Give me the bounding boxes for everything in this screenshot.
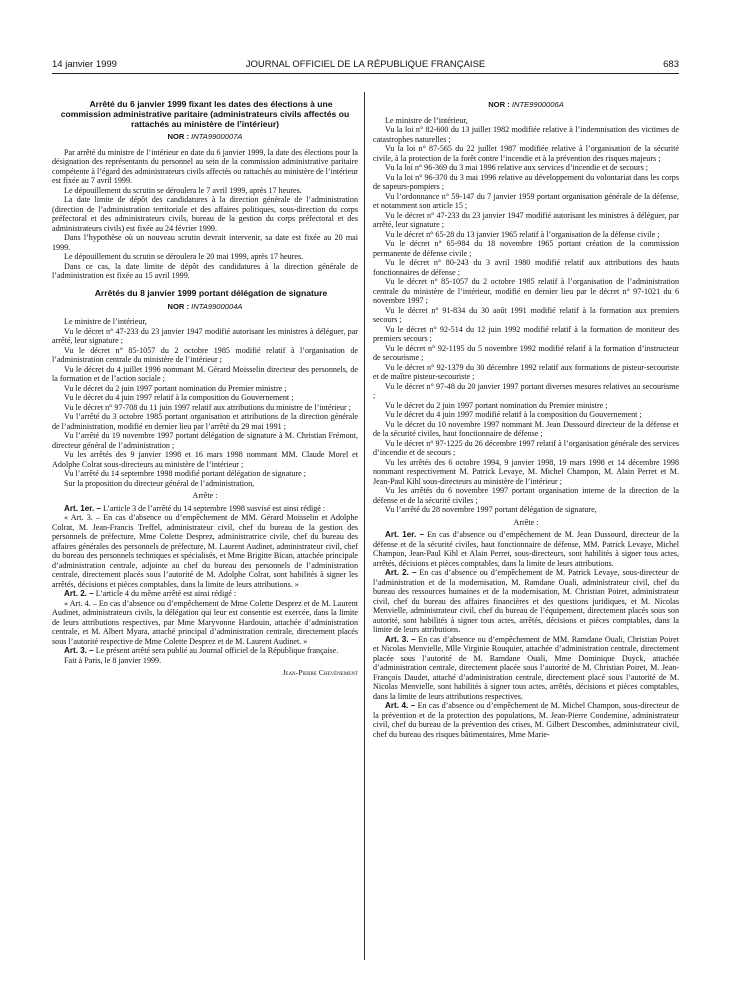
article-1-quote: « Art. 3. – En cas d’absence ou d’empêchement de MM. Gérard Moisselin et Adolphe Colrat, M. Jean-Francis Treffel, administrateur civil, chef du bureau de la gestion des personnels de préfecture, Mme Colette Desprez, administratrice civile, chef du bureau des affaires générales des personnels de préfecture, M. Laurent Audinet, administrateur civil, chef du bureau des personnels techniques et spécialisés, et Mme Brigitte Bican, attachée principale d’administration centrale, adjointe au chef du bureau des personnels de l’administration centrale, directement placés sous l’autorité de M. Adolphe Colrat, sont habilités à signer les arrêtés, décisions et pièces comptables, dans la limite de leurs attributions. » xyxy=(52,513,358,589)
paragraph: Vu le décret du 4 juin 1997 modifié relatif à la composition du Gouvernement ; xyxy=(385,410,642,419)
paragraph: Le ministre de l’intérieur, xyxy=(64,317,147,327)
paragraph: Vu le décret du 2 juin 1997 portant nomination du Premier ministre ; xyxy=(64,383,287,393)
article-label: Art. 2. – xyxy=(64,589,94,599)
article-label: Art. 1er. – xyxy=(64,503,101,513)
paragraph: Vu le décret n° 80-243 du 3 avril 1980 modifié relatif aux attributions des hauts fonctionnaires de défense ; xyxy=(373,258,679,277)
nor-code: INTA9900004A xyxy=(191,301,243,311)
article-text: En cas d’absence ou d’empêchement de MM. Ramdane Ouali, Christian Poiret et Nicolas Menvielle, Mlle Virginie Rouquier, attachée d’administration centrale, directement placée sous l’autorité de M. Ramdane Ouali, Mme Dominique Duyck, attachée d’administration centrale, directement placée sous l’autorité de M. Christian Poiret, M. Jean-François Daudet, attaché d’administration centrale, directement placé sous l’autorité de M. Nicolas Menvielle, sont habilités à signer tous actes, arrêtés, décisions et pièces comptables, dans la limite de leurs attributions respectives. xyxy=(373,634,679,701)
column-separator xyxy=(364,92,365,960)
paragraph: Le dépouillement du scrutin se déroulera le 20 mai 1999, après 17 heures. xyxy=(64,252,304,262)
paragraph: Vu la loi n° 96-369 du 3 mai 1996 relative aux services d’incendie et de secours ; xyxy=(385,163,649,172)
paragraph: Vu le décret n° 97-708 du 11 juin 1997 relatif aux attributions du ministre de l’intérieur ; xyxy=(64,402,352,412)
nor-code: INTE9900006A xyxy=(511,100,564,109)
paragraph: La date limite de dépôt des candidatures à la direction générale de l’administration (direction de l’administration territoriale et des affaires politiques, sous-direction du corps préfectoral et des administrateurs civils, bureau de la gestion du corps préfectoral et des administrateurs civils) est fixée au 24 février 1999. xyxy=(52,195,358,233)
paragraph: Vu l’arrêté du 28 novembre 1997 portant délégation de signature, xyxy=(385,505,597,514)
article-text: En cas d’absence ou d’empêchement de M. Jean Dussourd, directeur de la défense et de la sécurité civiles, haut fonctionnaire de défense, MM. Patrick Levaye, Michel Champon, Jean-Paul Kihl et Alain Perret, sous-directeurs, sont habilités à signer tous actes, arrêtés, décisions et pièces comptables, dans la limite de leurs attributions. xyxy=(373,530,679,568)
paragraph: Vu la loi n° 82-600 du 13 juillet 1982 modifiée relative à l’indemnisation des victimes de catastrophes naturelles ; xyxy=(373,125,679,144)
article-text: En cas d’absence ou d’empêchement de M. Patrick Levaye, sous-directeur de l’administration et de la modernisation, M. Ramdane Ouali, administrateur civil, chef du bureau des ressources humaines et de la modernisation, M. Christian Poiret, administrateur civil, chef du bureau des affaires financières et des questions juridiques, et M. Nicolas Menvielle, administrateur civil, chef du bureau de l’équipement, directement placés sous son autorité, sont habilités à signer tous actes, arrêtés, décisions et pièces comptables, dans la limite de leurs attributions. xyxy=(373,568,679,634)
article-4 xyxy=(373,701,679,739)
arrete-heading: Arrête : xyxy=(192,491,218,501)
article-2 xyxy=(373,568,679,635)
article-1 xyxy=(52,504,358,514)
decree-3-nor xyxy=(373,100,679,110)
article-3 xyxy=(52,646,358,656)
paragraph: Dans ce cas, la date limite de dépôt des candidatures à la direction générale de l’administration est fixée au 15 avril 1999. xyxy=(52,261,358,281)
paragraph: Vu la loi n° 87-565 du 22 juillet 1987 modifiée relative à l’organisation de la sécurité civile, à la protection de la forêt contre l’incendie et à la prévention des risques majeurs ; xyxy=(373,144,679,163)
paragraph: Vu le décret n° 92-1195 du 5 novembre 1992 modifié relatif à la formation d’instructeur de secourisme ; xyxy=(373,343,679,362)
paragraph: Par arrêté du ministre de l’intérieur en date du 6 janvier 1999, la date des élections pour la désignation des représentants du personnel au sein de la commission administrative paritaire compétente à l’égard des administrateurs civils affectés ou rattachés au ministère de l’intérieur est fixée au 7 avril 1999. xyxy=(52,147,358,186)
done-at: Fait à Paris, le 8 janvier 1999. xyxy=(64,655,162,665)
paragraph: Vu l’ordonnance n° 59-147 du 7 janvier 1959 portant organisation générale de la défense, et notamment son article 15 ; xyxy=(373,191,679,210)
article-label: Art. 1er. – xyxy=(385,530,425,539)
paragraph: Vu le décret n° 91-834 du 30 août 1991 modifié relatif à la formation aux premiers secours ; xyxy=(373,305,679,324)
paragraph: Le dépouillement du scrutin se déroulera le 7 avril 1999, après 17 heures. xyxy=(64,185,302,195)
nor-label: NOR : xyxy=(167,132,189,142)
article-label: Art. 2. – xyxy=(385,568,417,577)
paragraph: Vu les arrêtés du 6 novembre 1997 portant organisation interne de la direction de la défense et de la sécurité civiles ; xyxy=(373,486,679,505)
paragraph: Vu les arrêtés des 9 janvier 1998 et 16 mars 1998 nommant MM. Claude Morel et Adolphe Colrat sous-directeurs au ministère de l’intérieur ; xyxy=(52,450,358,469)
paragraph: Vu le décret du 4 juillet 1996 nommant M. Gérard Moisselin directeur des personnels, de la formation et de l’action sociale ; xyxy=(52,364,358,384)
paragraph: Vu le décret n° 97-1225 du 26 décembre 1997 relatif à l’organisation générale des services d’incendie et de secours ; xyxy=(373,438,679,457)
paragraph: Vu le décret du 4 juin 1997 relatif à la composition du Gouvernement ; xyxy=(64,393,294,403)
arrete-heading: Arrête : xyxy=(513,517,539,527)
paragraph: Vu l’arrêté du 19 novembre 1997 portant délégation de signature à M. Christian Frémont, directeur général de l’administration ; xyxy=(52,431,358,450)
left-column xyxy=(52,100,358,678)
decree-2-title: Arrêtés du 8 janvier 1999 portant délégation de signature xyxy=(94,287,328,298)
article-text: En cas d’absence ou d’empêchement de M. Michel Champon, sous-directeur de la prévention et de la protection des populations, M. Jean-Pierre Condemine, administrateur civil, chef du bureau de la prévention des crises, M. Gilbert Descombes, administrateur civil, chef du bureau des risques bâtimentaires, Mme Marie- xyxy=(373,701,679,739)
paragraph: Le ministre de l’intérieur, xyxy=(385,115,468,125)
article-1 xyxy=(373,530,679,568)
nor-label: NOR : xyxy=(167,301,189,311)
header-journal-title: JOURNAL OFFICIEL DE LA RÉPUBLIQUE FRANÇAISE xyxy=(245,59,486,70)
paragraph: Vu le décret n° 85-1057 du 2 octobre 1985 modifié relatif à l’organisation de l’administration centrale du ministère de l’intérieur ; xyxy=(52,345,358,365)
header-page-number: 683 xyxy=(663,59,679,70)
decree-2-nor xyxy=(52,302,358,312)
decree-3-body xyxy=(373,116,679,515)
decree-1-body xyxy=(52,148,358,281)
paragraph: Vu le décret n° 97-48 du 20 janvier 1997 portant diverses mesures relatives au secourisme ; xyxy=(373,381,679,400)
paragraph: Vu le décret n° 92-1379 du 30 décembre 1992 relatif aux formations de pisteur-secouriste et de maître pisteur-secouriste ; xyxy=(373,362,679,381)
decree-2-body xyxy=(52,317,358,488)
header-rule xyxy=(52,73,679,74)
decree-1-title: Arrêté du 6 janvier 1999 fixant les dates des élections à une commission administrative paritaire (administrateurs civils affectés ou rattachés au ministère de l’intérieur) xyxy=(60,99,350,129)
article-text: L’article 3 de l’arrêté du 14 septembre 1998 susvisé est ainsi rédigé : xyxy=(102,503,326,513)
decree-1-nor xyxy=(52,132,358,142)
paragraph: Vu les arrêtés des 6 octobre 1994, 9 janvier 1998, 19 mars 1998 et 14 décembre 1998 nommant respectivement M. Patrick Levaye, M. Michel Champon, M. Alain Perret et M. Jean-Paul Kihl sous-directeurs au ministère de l’intérieur ; xyxy=(373,457,679,486)
paragraph: Vu le décret n° 47-233 du 23 janvier 1947 modifié autorisant les ministres à déléguer, par arrêté, leur signature ; xyxy=(373,210,679,229)
nor-code: INTA9900007A xyxy=(191,132,243,142)
article-2-quote: « Art. 4. – En cas d’absence ou d’empêchement de Mme Colette Desprez et de M. Laurent Audinet, administrateurs civils, la délégation qui leur est consentie est exercée, dans la limite de leurs attributions respectives, par Mme Maryvonne Hardouin, attachée d’administration centrale, et M. Albert Myara, attaché principal d’administration centrale, directement placés sous l’autorité respective de Mme Colette Desprez et de M. Laurent Audinet. » xyxy=(52,598,358,646)
paragraph: Vu le décret du 2 juin 1997 portant nomination du Premier ministre ; xyxy=(385,400,608,410)
article-text: Le présent arrêté sera publié au Journal officiel de la République française. xyxy=(95,646,339,656)
article-label: Art. 4. – xyxy=(385,701,416,710)
right-column xyxy=(373,100,679,739)
paragraph: Vu la loi n° 96-370 du 3 mai 1996 relative au développement du volontariat dans les corps de sapeurs-pompiers ; xyxy=(373,172,679,191)
paragraph: Vu le décret n° 85-1057 du 2 octobre 1985 relatif à l’organisation de l’administration centrale du ministère de l’intérieur, modifié en dernier lieu par le décret n° 97-1021 du 6 novembre 1997 ; xyxy=(373,277,679,305)
article-3 xyxy=(373,635,679,702)
article-2 xyxy=(52,589,358,599)
paragraph: Vu le décret n° 65-984 du 18 novembre 1965 portant création de la commission permanente de défense civile ; xyxy=(373,239,679,258)
signature: Jean-Pierre Chevènement xyxy=(282,668,358,678)
paragraph: Sur la proposition du directeur général de l’administration, xyxy=(64,478,255,488)
paragraph: Dans l’hypothèse où un nouveau scrutin devrait intervenir, sa date est fixée au 20 mai 1999. xyxy=(52,233,358,252)
paragraph: Vu l’arrêté du 3 octobre 1985 portant organisation et attributions de la direction générale de l’administration, modifié en dernier lieu par l’arrêté du 29 mai 1991 ; xyxy=(52,412,358,431)
page-header xyxy=(52,59,679,73)
paragraph: Vu l’arrêté du 14 septembre 1998 modifié portant délégation de signature ; xyxy=(64,469,307,479)
paragraph: Vu le décret n° 65-28 du 13 janvier 1965 relatif à l’organisation de la défense civile ; xyxy=(385,229,660,239)
paragraph: Vu le décret du 10 novembre 1997 nommant M. Jean Dussourd directeur de la défense et de la sécurité civiles, haut fonctionnaire de défense ; xyxy=(373,419,679,438)
header-date: 14 janvier 1999 xyxy=(52,59,117,70)
nor-label: NOR : xyxy=(488,100,510,109)
article-label: Art. 3. – xyxy=(64,646,94,656)
paragraph: Vu le décret n° 92-514 du 12 juin 1992 modifié relatif à la formation de moniteur des premiers secours ; xyxy=(373,324,679,343)
article-text: L’article 4 du même arrêté est ainsi rédigé : xyxy=(95,589,237,599)
paragraph: Vu le décret n° 47-233 du 23 janvier 1947 modifié autorisant les ministres à déléguer, par arrêté, leur signature ; xyxy=(52,326,358,346)
article-label: Art. 3. – xyxy=(385,634,416,644)
